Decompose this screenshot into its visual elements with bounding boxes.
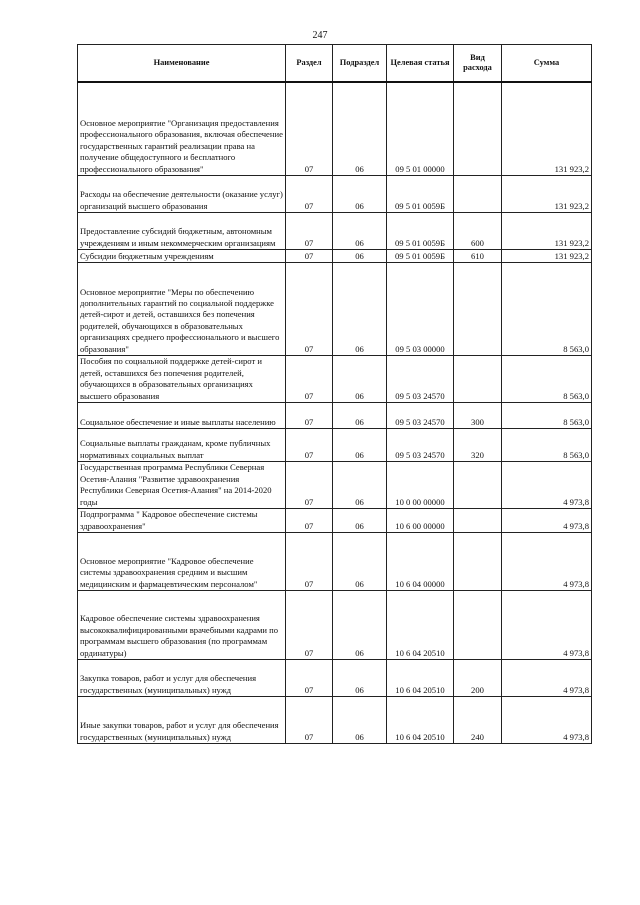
table-header-row (78, 45, 592, 83)
cell-subsection: 06 (333, 356, 387, 403)
cell-subsection: 06 (333, 697, 387, 744)
cell-target: 09 5 03 24570 (387, 429, 454, 462)
cell-target: 09 5 01 0059Б (387, 250, 454, 263)
cell-amount: 8 563,0 (502, 429, 592, 462)
cell-subsection: 06 (333, 533, 387, 591)
cell-expense-type (454, 509, 502, 533)
cell-section: 07 (286, 356, 333, 403)
cell-subsection: 06 (333, 660, 387, 697)
cell-target: 10 6 00 00000 (387, 509, 454, 533)
cell-subsection: 06 (333, 250, 387, 263)
table-row (78, 250, 592, 263)
cell-amount: 4 973,8 (502, 697, 592, 744)
header-section: Раздел (286, 45, 333, 83)
cell-expense-type: 600 (454, 213, 502, 250)
header-name: Наименование (78, 45, 286, 83)
cell-target: 09 5 01 0059Б (387, 213, 454, 250)
cell-name: Кадровое обеспечение системы здравоохранения высококвалифицированными врачебными кадрами по программам высшего образования (по программам ординатуры) (78, 591, 286, 660)
table-row (78, 82, 592, 176)
cell-subsection: 06 (333, 462, 387, 509)
cell-subsection: 06 (333, 591, 387, 660)
cell-expense-type (454, 82, 502, 176)
table-row (78, 213, 592, 250)
cell-section: 07 (286, 213, 333, 250)
cell-amount: 8 563,0 (502, 356, 592, 403)
cell-subsection: 06 (333, 82, 387, 176)
cell-amount: 8 563,0 (502, 263, 592, 356)
cell-section: 07 (286, 533, 333, 591)
cell-name: Основное мероприятие "Меры по обеспечению дополнительных гарантий по социальной поддержке детей-сирот и детей, оставшихся без попечения родителей, обучающихся в образовательных организациях среднего профессионального и высшего образования" (78, 263, 286, 356)
header-expense-type: Вид расхода (454, 45, 502, 83)
cell-target: 09 5 03 00000 (387, 263, 454, 356)
cell-name: Закупка товаров, работ и услуг для обеспечения государственных (муниципальных) нужд (78, 660, 286, 697)
cell-amount: 8 563,0 (502, 403, 592, 429)
cell-section: 07 (286, 660, 333, 697)
cell-amount: 131 923,2 (502, 213, 592, 250)
cell-target: 09 5 03 24570 (387, 403, 454, 429)
table-row (78, 509, 592, 533)
cell-name: Основное мероприятие "Организация предоставления профессионального образования, включая обеспечение государственных гарантий реализации права на получение общедоступного и бесплатного профессионального образования" (78, 82, 286, 176)
table-row (78, 429, 592, 462)
cell-section: 07 (286, 403, 333, 429)
cell-expense-type: 200 (454, 660, 502, 697)
cell-section: 07 (286, 591, 333, 660)
cell-amount: 4 973,8 (502, 591, 592, 660)
cell-target: 10 0 00 00000 (387, 462, 454, 509)
table-row (78, 591, 592, 660)
table-row (78, 462, 592, 509)
cell-amount: 4 973,8 (502, 462, 592, 509)
cell-section: 07 (286, 462, 333, 509)
cell-section: 07 (286, 697, 333, 744)
table-row (78, 533, 592, 591)
cell-target: 10 6 04 20510 (387, 591, 454, 660)
cell-amount: 4 973,8 (502, 533, 592, 591)
cell-section: 07 (286, 176, 333, 213)
table-row (78, 660, 592, 697)
cell-expense-type (454, 462, 502, 509)
cell-name: Государственная программа Республики Северная Осетия-Алания "Развитие здравоохранения Республики Северная Осетия-Алания" на 2014-2020 годы (78, 462, 286, 509)
cell-amount: 131 923,2 (502, 250, 592, 263)
cell-name: Социальное обеспечение и иные выплаты населению (78, 403, 286, 429)
cell-expense-type (454, 263, 502, 356)
cell-subsection: 06 (333, 176, 387, 213)
cell-name: Субсидии бюджетным учреждениям (78, 250, 286, 263)
cell-section: 07 (286, 263, 333, 356)
cell-target: 09 5 01 00000 (387, 82, 454, 176)
table-row (78, 176, 592, 213)
cell-amount: 131 923,2 (502, 82, 592, 176)
cell-name: Иные закупки товаров, работ и услуг для обеспечения государственных (муниципальных) нужд (78, 697, 286, 744)
cell-expense-type (454, 176, 502, 213)
cell-expense-type (454, 591, 502, 660)
cell-name: Расходы на обеспечение деятельности (оказание услуг) организаций высшего образования (78, 176, 286, 213)
cell-name: Основное мероприятие "Кадровое обеспечение системы здравоохранения средним и высшим медицинским и фармацевтическим персоналом" (78, 533, 286, 591)
cell-section: 07 (286, 509, 333, 533)
cell-target: 09 5 03 24570 (387, 356, 454, 403)
cell-target: 10 6 04 20510 (387, 660, 454, 697)
cell-name: Социальные выплаты гражданам, кроме публичных нормативных социальных выплат (78, 429, 286, 462)
cell-subsection: 06 (333, 263, 387, 356)
budget-table (77, 44, 592, 744)
table-row (78, 356, 592, 403)
table-row (78, 403, 592, 429)
table-row (78, 697, 592, 744)
cell-section: 07 (286, 429, 333, 462)
cell-target: 10 6 04 00000 (387, 533, 454, 591)
cell-amount: 131 923,2 (502, 176, 592, 213)
header-subsection: Подраздел (333, 45, 387, 83)
cell-subsection: 06 (333, 429, 387, 462)
cell-expense-type: 300 (454, 403, 502, 429)
cell-expense-type (454, 356, 502, 403)
cell-subsection: 06 (333, 213, 387, 250)
cell-name: Пособия по социальной поддержке детей-сирот и детей, оставшихся без попечения родителей, обучающихся в образовательных организациях высшего образования (78, 356, 286, 403)
table-row (78, 263, 592, 356)
cell-subsection: 06 (333, 509, 387, 533)
cell-target: 10 6 04 20510 (387, 697, 454, 744)
cell-expense-type (454, 533, 502, 591)
cell-name: Предоставление субсидий бюджетным, автономным учреждениям и иным некоммерческим организациям (78, 213, 286, 250)
cell-expense-type: 320 (454, 429, 502, 462)
header-amount: Сумма (502, 45, 592, 83)
page-number: 247 (312, 30, 328, 41)
cell-section: 07 (286, 250, 333, 263)
cell-amount: 4 973,8 (502, 660, 592, 697)
cell-name: Подпрограмма " Кадровое обеспечение системы здравоохранения" (78, 509, 286, 533)
cell-expense-type: 240 (454, 697, 502, 744)
cell-section: 07 (286, 82, 333, 176)
cell-amount: 4 973,8 (502, 509, 592, 533)
cell-target: 09 5 01 0059Б (387, 176, 454, 213)
cell-expense-type: 610 (454, 250, 502, 263)
cell-subsection: 06 (333, 403, 387, 429)
header-target: Целевая статья (387, 45, 454, 83)
